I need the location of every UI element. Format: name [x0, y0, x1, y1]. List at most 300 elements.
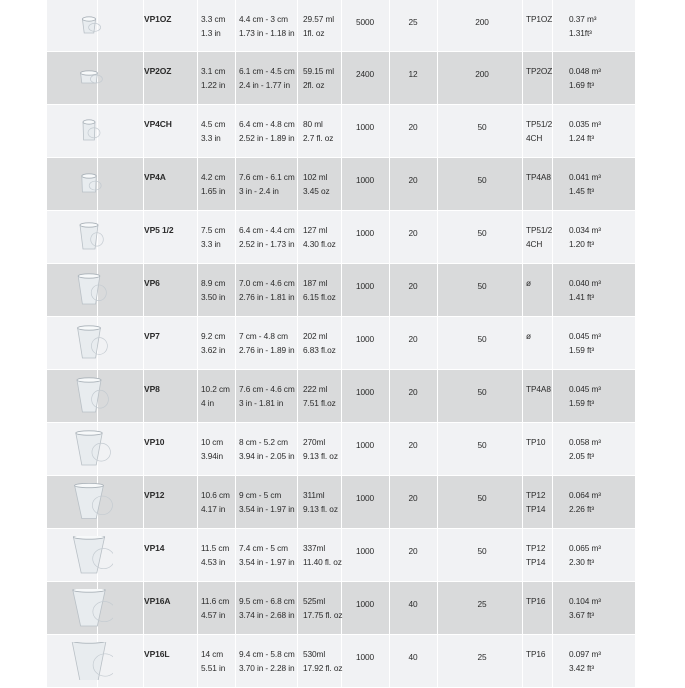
column-divider [197, 264, 198, 316]
column-divider [389, 158, 390, 210]
cell-lid [526, 329, 531, 343]
column-divider [297, 0, 298, 51]
cell-line: 9.2 cm [201, 331, 226, 341]
cell-line: 0.065 m³ [569, 543, 601, 553]
column-divider [297, 370, 298, 422]
table-row [47, 370, 635, 423]
cell-sleeves: 20 [408, 281, 418, 291]
column-divider [197, 0, 198, 51]
cell-line: 2.26 ft³ [569, 504, 595, 514]
cell-volume [303, 223, 336, 251]
column-divider [143, 52, 144, 104]
cell-line: 2.4 in - 1.77 in [239, 80, 290, 90]
cell-cube [569, 329, 601, 357]
column-divider [197, 582, 198, 634]
cell-line: 2.05 ft³ [569, 451, 595, 461]
cell-line: 10.6 cm [201, 490, 230, 500]
cell-per-sleeve: 50 [477, 175, 487, 185]
cell-diameter [239, 541, 295, 569]
cell-lid [526, 488, 545, 516]
cell-line: 4.2 cm [201, 172, 226, 182]
cell-model: VP2OZ [144, 66, 172, 76]
table-row [47, 476, 635, 529]
cell-height [201, 223, 225, 251]
column-divider [235, 317, 236, 369]
column-divider [143, 529, 144, 581]
cell-line: 0.035 m³ [569, 119, 601, 129]
cell-line: 3.3 in [201, 133, 221, 143]
cell-line: 9 cm - 5 cm [239, 490, 282, 500]
column-divider [197, 635, 198, 687]
cell-line: 2.76 in - 1.81 in [239, 292, 295, 302]
column-divider [389, 317, 390, 369]
cup-product-image [69, 7, 113, 45]
cell-line: ø [526, 278, 531, 288]
cell-lid [526, 541, 545, 569]
column-divider [389, 0, 390, 51]
cell-per-sleeve: 200 [475, 69, 489, 79]
cup-product-image [69, 112, 113, 150]
cup-product-image [69, 218, 113, 256]
cell-line: 7 cm - 4.8 cm [239, 331, 288, 341]
cell-sleeves: 20 [408, 122, 418, 132]
cell-line: 525ml [303, 596, 326, 606]
cell-line: 3.1 cm [201, 66, 226, 76]
column-divider [235, 582, 236, 634]
column-divider [341, 423, 342, 475]
cell-per-sleeve: 50 [477, 228, 487, 238]
cell-line: 0.37 m³ [569, 14, 597, 24]
column-divider [143, 370, 144, 422]
cup-product-image [69, 642, 113, 680]
cell-line: 1.73 in - 1.18 in [239, 28, 295, 38]
cell-line: TP12 [526, 490, 546, 500]
cell-line: 3.94in [201, 451, 224, 461]
cell-diameter [239, 488, 295, 516]
cell-volume [303, 647, 342, 675]
cell-cube [569, 435, 601, 463]
cell-per-sleeve: 50 [477, 281, 487, 291]
cell-lid [526, 382, 551, 396]
column-divider [197, 476, 198, 528]
column-divider [297, 52, 298, 104]
cell-lid [526, 12, 552, 26]
column-divider [297, 423, 298, 475]
column-divider [389, 476, 390, 528]
cell-line: 8.9 cm [201, 278, 226, 288]
column-divider [235, 370, 236, 422]
column-divider [197, 52, 198, 104]
cell-line: 530ml [303, 649, 326, 659]
column-divider [197, 423, 198, 475]
cell-line: 0.034 m³ [569, 225, 601, 235]
cell-line: 6.1 cm - 4.5 cm [239, 66, 295, 76]
cell-line: 2fl. oz [303, 80, 325, 90]
column-divider [389, 582, 390, 634]
cell-volume [303, 64, 334, 92]
cell-line: 1.59 ft³ [569, 398, 595, 408]
cell-height [201, 647, 225, 675]
cell-sleeves: 20 [408, 546, 418, 556]
cell-line: TP10 [526, 437, 546, 447]
cell-line: 9.4 cm - 5.8 cm [239, 649, 295, 659]
cell-cube [569, 647, 601, 675]
column-divider [341, 317, 342, 369]
column-divider [341, 0, 342, 51]
cell-sleeves: 20 [408, 228, 418, 238]
cell-height [201, 541, 229, 569]
cell-line: 3.70 in - 2.28 in [239, 663, 295, 673]
column-divider [297, 635, 298, 687]
column-divider [389, 264, 390, 316]
cell-model: VP4A [144, 172, 166, 182]
column-divider [552, 52, 553, 104]
cell-lid [526, 170, 551, 184]
cell-line: 4.30 fl.oz [303, 239, 336, 249]
column-divider [143, 476, 144, 528]
cell-per-sleeve: 50 [477, 493, 487, 503]
column-divider [297, 317, 298, 369]
column-divider [143, 211, 144, 263]
cell-height [201, 12, 225, 40]
column-divider [297, 582, 298, 634]
cell-cube [569, 64, 601, 92]
cell-line: 10.2 cm [201, 384, 230, 394]
cell-line: 17.75 fl. oz [303, 610, 343, 620]
table-row [47, 317, 635, 370]
cell-line: 3 in - 1.81 in [239, 398, 284, 408]
cell-qty-case: 1000 [355, 122, 375, 132]
cell-line: 0.045 m³ [569, 331, 601, 341]
cell-line: 3.3 in [201, 239, 221, 249]
cell-cube [569, 223, 601, 251]
cell-line: 9.13 fl. oz [303, 451, 338, 461]
cell-line: 29.57 ml [303, 14, 335, 24]
cell-line: 10 cm [201, 437, 224, 447]
cell-line: 3.94 in - 2.05 in [239, 451, 295, 461]
cell-diameter [239, 647, 295, 675]
cell-cube [569, 541, 601, 569]
cell-qty-case: 1000 [355, 546, 375, 556]
cell-line: 7.5 cm [201, 225, 226, 235]
column-divider [197, 158, 198, 210]
cell-line: 3.54 in - 1.97 in [239, 557, 295, 567]
cell-line: 11.40 fl. oz [303, 557, 342, 567]
cell-qty-case: 1000 [355, 175, 375, 185]
cell-height [201, 117, 225, 145]
cup-product-image [69, 271, 113, 309]
cell-line: 80 ml [303, 119, 323, 129]
column-divider [389, 52, 390, 104]
cell-height [201, 382, 230, 410]
cell-line: 2.76 in - 1.89 in [239, 345, 295, 355]
column-divider [389, 423, 390, 475]
cell-line: 4CH [526, 239, 543, 249]
cell-line: 1.45 ft³ [569, 186, 595, 196]
cell-line: 337ml [303, 543, 326, 553]
cell-line: 4.53 in [201, 557, 226, 567]
column-divider [143, 105, 144, 157]
cell-model: VP7 [144, 331, 160, 341]
cell-line: 1.3 in [201, 28, 221, 38]
cell-line: 311ml [303, 490, 325, 500]
cell-sleeves: 20 [408, 387, 418, 397]
cell-line: 3 in - 2.4 in [239, 186, 279, 196]
column-divider [197, 105, 198, 157]
table-row [47, 0, 635, 52]
cell-lid [526, 276, 531, 290]
cell-lid [526, 647, 545, 661]
cell-lid [526, 594, 545, 608]
cell-model: VP10 [144, 437, 165, 447]
cell-line: 127 ml [303, 225, 328, 235]
cell-line: 6.4 cm - 4.4 cm [239, 225, 295, 235]
cell-cube [569, 594, 601, 622]
column-divider [297, 211, 298, 263]
cell-sleeves: 20 [408, 334, 418, 344]
cell-volume [303, 594, 342, 622]
cell-sleeves: 12 [408, 69, 418, 79]
column-divider [235, 635, 236, 687]
cell-line: ø [526, 331, 531, 341]
cell-sleeves: 20 [408, 440, 418, 450]
column-divider [235, 264, 236, 316]
cell-line: 3.45 oz [303, 186, 330, 196]
cell-lid [526, 64, 552, 78]
column-divider [552, 423, 553, 475]
cell-qty-case: 1000 [355, 652, 375, 662]
cell-qty-case: 1000 [355, 387, 375, 397]
cell-line: 1fl. oz [303, 28, 325, 38]
cell-line: 2.7 fl. oz [303, 133, 334, 143]
cell-lid [526, 435, 545, 449]
cell-line: 7.4 cm - 5 cm [239, 543, 288, 553]
cup-product-image [69, 59, 113, 97]
cell-line: 7.6 cm - 6.1 cm [239, 172, 295, 182]
cell-line: 7.6 cm - 4.6 cm [239, 384, 295, 394]
cell-line: 59.15 ml [303, 66, 335, 76]
cell-line: 0.045 m³ [569, 384, 601, 394]
cell-cube [569, 488, 601, 516]
column-divider [389, 635, 390, 687]
table-row [47, 52, 635, 105]
cell-qty-case: 1000 [355, 599, 375, 609]
cell-height [201, 435, 223, 463]
cell-line: 6.15 fl.oz [303, 292, 336, 302]
column-divider [341, 476, 342, 528]
cell-line: 270ml [303, 437, 326, 447]
column-divider [143, 264, 144, 316]
cell-per-sleeve: 50 [477, 387, 487, 397]
column-divider [235, 423, 236, 475]
column-divider [143, 582, 144, 634]
cell-model: VP12 [144, 490, 165, 500]
column-divider [235, 52, 236, 104]
cup-product-image [69, 165, 113, 203]
cell-per-sleeve: 50 [477, 546, 487, 556]
column-divider [341, 52, 342, 104]
cell-line: 17.92 fl. oz [303, 663, 343, 673]
column-divider [297, 529, 298, 581]
cell-qty-case: 1000 [355, 228, 375, 238]
column-divider [552, 635, 553, 687]
cell-line: 3.74 in - 2.68 in [239, 610, 295, 620]
column-divider [297, 264, 298, 316]
column-divider [297, 158, 298, 210]
cell-line: 14 cm [201, 649, 224, 659]
cell-cube [569, 276, 601, 304]
cup-product-image [69, 483, 113, 521]
cell-line: 4.57 in [201, 610, 226, 620]
table-row [47, 529, 635, 582]
cell-height [201, 170, 225, 198]
cell-diameter [239, 329, 295, 357]
cell-line: 9.5 cm - 6.8 cm [239, 596, 295, 606]
cell-line: 0.058 m³ [569, 437, 601, 447]
cell-line: 202 ml [303, 331, 328, 341]
cell-cube [569, 12, 596, 40]
cell-diameter [239, 12, 295, 40]
cell-diameter [239, 382, 295, 410]
cell-volume [303, 276, 336, 304]
cell-model: VP6 [144, 278, 160, 288]
column-divider [143, 317, 144, 369]
cell-qty-case: 1000 [355, 493, 375, 503]
cell-line: 1.20 ft³ [569, 239, 595, 249]
cell-height [201, 329, 225, 357]
column-divider [552, 582, 553, 634]
cell-model: VP8 [144, 384, 160, 394]
cell-line: TP14 [526, 504, 546, 514]
cell-line: 6.83 fl.oz [303, 345, 336, 355]
column-divider [235, 0, 236, 51]
cup-product-image [69, 324, 113, 362]
cell-line: 1.31ft³ [569, 28, 592, 38]
cell-line: 3.62 in [201, 345, 226, 355]
cell-line: 0.041 m³ [569, 172, 601, 182]
cell-model: VP5 1/2 [144, 225, 174, 235]
cell-line: 2.30 ft³ [569, 557, 595, 567]
column-divider [552, 158, 553, 210]
cell-line: 2.52 in - 1.89 in [239, 133, 295, 143]
cup-product-image [69, 536, 113, 574]
table-row [47, 635, 635, 688]
column-divider [197, 211, 198, 263]
cell-line: 2.52 in - 1.73 in [239, 239, 295, 249]
cell-line: TP51/2 [526, 225, 553, 235]
column-divider [297, 105, 298, 157]
cell-line: 1.69 ft³ [569, 80, 595, 90]
cell-line: 4.17 in [201, 504, 226, 514]
table-row [47, 211, 635, 264]
table-row [47, 158, 635, 211]
cell-volume [303, 12, 334, 40]
cell-line: TP12 [526, 543, 546, 553]
cell-height [201, 594, 229, 622]
column-divider [197, 529, 198, 581]
cell-sleeves: 40 [408, 652, 418, 662]
cell-model: VP14 [144, 543, 165, 553]
cell-sleeves: 25 [408, 17, 418, 27]
cup-product-image [69, 430, 113, 468]
cell-model: VP16L [144, 649, 170, 659]
cell-volume [303, 117, 333, 145]
cell-line: 8 cm - 5.2 cm [239, 437, 288, 447]
column-divider [235, 529, 236, 581]
cell-line: 0.040 m³ [569, 278, 601, 288]
cell-volume [303, 329, 336, 357]
column-divider [552, 370, 553, 422]
cell-height [201, 64, 225, 92]
cell-line: 0.104 m³ [569, 596, 601, 606]
column-divider [297, 476, 298, 528]
column-divider [389, 370, 390, 422]
column-divider [341, 211, 342, 263]
column-divider [552, 529, 553, 581]
cell-line: TP4A8 [526, 172, 551, 182]
cell-height [201, 276, 225, 304]
cell-diameter [239, 64, 295, 92]
cell-per-sleeve: 200 [475, 17, 489, 27]
cell-line: 3.50 in [201, 292, 226, 302]
cell-sleeves: 20 [408, 175, 418, 185]
cell-line: 5.51 in [201, 663, 226, 673]
cell-lid [526, 117, 552, 145]
cell-line: TP51/2 [526, 119, 553, 129]
cell-cube [569, 382, 601, 410]
cell-diameter [239, 117, 295, 145]
table-row [47, 264, 635, 317]
cell-line: 4.5 cm [201, 119, 226, 129]
column-divider [389, 211, 390, 263]
column-divider [341, 370, 342, 422]
cell-line: 1.24 ft³ [569, 133, 595, 143]
cell-line: 11.5 cm [201, 543, 230, 553]
cell-line: 6.4 cm - 4.8 cm [239, 119, 295, 129]
cell-line: 1.41 ft³ [569, 292, 595, 302]
cell-line: TP1OZ [526, 14, 553, 24]
column-divider [235, 105, 236, 157]
table-row [47, 582, 635, 635]
cell-line: 7.0 cm - 4.6 cm [239, 278, 295, 288]
cell-line: 4.4 cm - 3 cm [239, 14, 288, 24]
cell-volume [303, 382, 336, 410]
cell-cube [569, 117, 601, 145]
column-divider [235, 158, 236, 210]
cell-line: 3.54 in - 1.97 in [239, 504, 295, 514]
cell-line: TP16 [526, 596, 546, 606]
cell-line: 222 ml [303, 384, 328, 394]
cell-line: TP2OZ [526, 66, 553, 76]
cell-diameter [239, 170, 295, 198]
cell-line: 1.59 ft³ [569, 345, 595, 355]
table-row [47, 105, 635, 158]
column-divider [143, 635, 144, 687]
cell-line: TP14 [526, 557, 546, 567]
cell-line: 7.51 fl.oz [303, 398, 336, 408]
cell-line: 4 in [201, 398, 214, 408]
cell-line: TP4A8 [526, 384, 551, 394]
cell-model: VP4CH [144, 119, 172, 129]
cell-lid [526, 223, 552, 251]
cell-model: VP1OZ [144, 14, 172, 24]
cell-qty-case: 1000 [355, 334, 375, 344]
cell-line: 9.13 fl. oz [303, 504, 338, 514]
cell-volume [303, 541, 342, 569]
cell-line: 0.064 m³ [569, 490, 601, 500]
cell-sleeves: 40 [408, 599, 418, 609]
cell-height [201, 488, 230, 516]
